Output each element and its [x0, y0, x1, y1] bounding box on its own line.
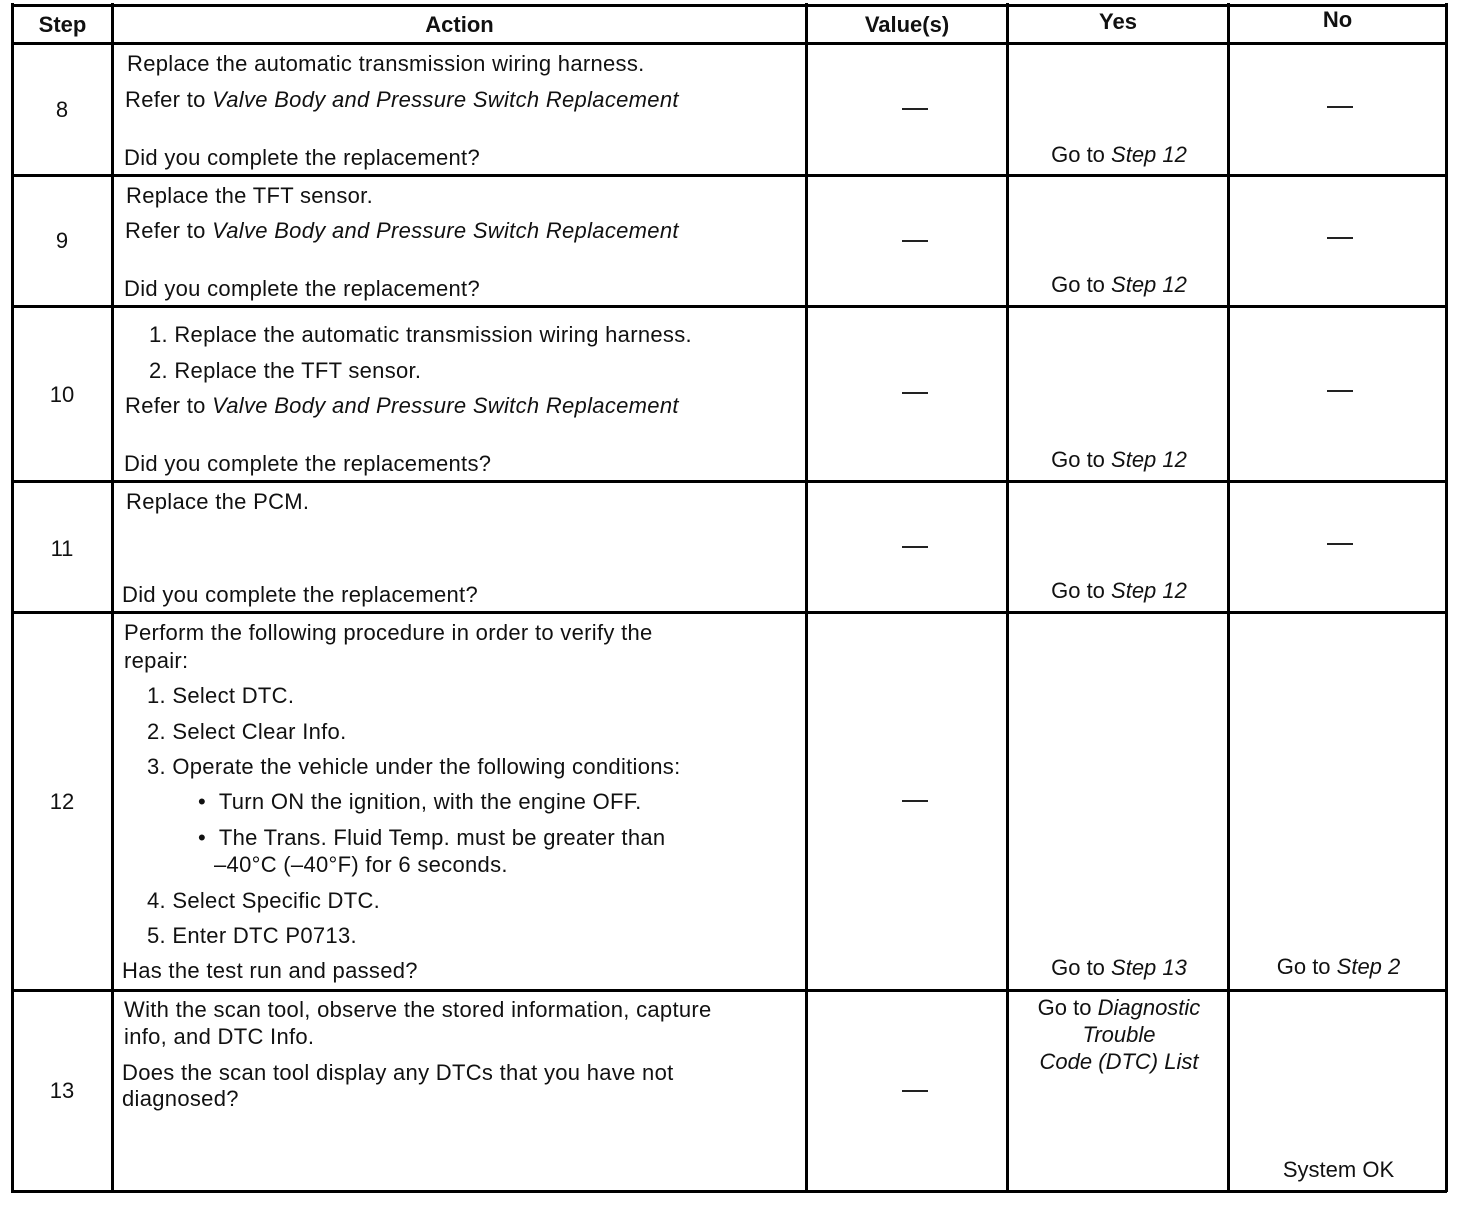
header-action: Action [425, 12, 494, 37]
step-number: 10 [49, 382, 75, 407]
table-border-left [11, 3, 14, 1192]
bullet-item [198, 788, 642, 815]
header-divider [11, 42, 1447, 45]
value-dash [902, 1090, 928, 1092]
row-divider [11, 305, 1447, 308]
action-text: With the scan tool, observe the stored information, capture [124, 997, 712, 1022]
list-item: 1. Select DTC. [147, 683, 295, 708]
no-result: System OK [1282, 1157, 1395, 1182]
bullet-icon: • [198, 789, 207, 814]
table-border-bottom [11, 1190, 1447, 1193]
yes-goto [1009, 447, 1229, 473]
valve-body-reference: Valve Body and Pressure Switch Replacement [212, 393, 679, 418]
bullet-text: Turn ON the ignition, with the engine OFF. [218, 789, 642, 814]
yes-step-link[interactable]: Step 12 [1111, 272, 1187, 297]
bullet-text: The Trans. Fluid Temp. must be greater than [218, 825, 666, 850]
no-dash [1327, 237, 1353, 239]
action-question: Did you complete the replacement? [124, 145, 480, 170]
action-text: Replace the PCM. [126, 489, 310, 514]
bullet-item [198, 824, 665, 851]
goto-label: Go to [1051, 447, 1112, 472]
bullet-text-continued: –40°C (–40°F) for 6 seconds. [214, 852, 508, 877]
list-item: 4. Select Specific DTC. [147, 888, 381, 913]
row-divider [11, 480, 1447, 483]
list-item: 3. Operate the vehicle under the following conditions: [147, 754, 681, 779]
row-divider [11, 611, 1447, 614]
goto-label: Go to [1051, 142, 1112, 167]
row-divider [11, 989, 1447, 992]
no-dash [1327, 390, 1353, 392]
yes-step-link[interactable]: Step 13 [1111, 955, 1187, 980]
header-yes: Yes [1099, 9, 1137, 34]
column-divider [805, 3, 808, 1192]
yes-goto [1009, 994, 1229, 1075]
valve-body-reference: Valve Body and Pressure Switch Replacement [212, 87, 679, 112]
value-dash [902, 108, 928, 110]
yes-step-link[interactable]: Step 12 [1111, 447, 1187, 472]
goto-label: Go to [1051, 955, 1112, 980]
refer-line [125, 392, 679, 419]
list-item: 5. Enter DTC P0713. [147, 923, 357, 948]
action-question: Does the scan tool display any DTCs that you have not [122, 1060, 674, 1085]
list-item: 2. Replace the TFT sensor. [149, 358, 422, 383]
row-divider [11, 174, 1447, 177]
yes-goto [1009, 955, 1229, 981]
yes-step-link[interactable]: Step 12 [1111, 578, 1187, 603]
action-text: Replace the TFT sensor. [126, 183, 373, 208]
refer-line [125, 86, 679, 113]
refer-label: Refer to [125, 87, 213, 112]
goto-label: Go to [1051, 272, 1112, 297]
action-question: Did you complete the replacements? [124, 451, 492, 476]
yes-goto [1009, 272, 1229, 298]
value-dash [902, 546, 928, 548]
list-item: 1. Replace the automatic transmission wiring harness. [149, 322, 692, 347]
column-divider [111, 3, 114, 1192]
refer-label: Refer to [125, 218, 213, 243]
dtc-list-link[interactable]: Trouble [1082, 1022, 1156, 1047]
yes-goto-line [1009, 1048, 1229, 1075]
action-text: Perform the following procedure in order to verify the [124, 620, 653, 645]
action-question: Did you complete the replacement? [122, 582, 478, 607]
yes-goto [1009, 142, 1229, 168]
step-number: 9 [55, 228, 69, 253]
yes-goto [1009, 578, 1229, 604]
action-text: info, and DTC Info. [124, 1024, 315, 1049]
value-dash [902, 800, 928, 802]
header-values: Value(s) [864, 12, 950, 37]
yes-goto-line [1009, 994, 1229, 1021]
goto-label: Go to [1051, 578, 1112, 603]
table-border-right [1445, 3, 1448, 1192]
yes-step-link[interactable]: Step 12 [1111, 142, 1187, 167]
no-step-link[interactable]: Step 2 [1336, 954, 1401, 979]
action-question: Has the test run and passed? [122, 958, 418, 983]
step-number: 12 [49, 789, 75, 814]
no-dash [1327, 543, 1353, 545]
valve-body-reference: Valve Body and Pressure Switch Replacement [212, 218, 679, 243]
dtc-list-link[interactable]: Diagnostic [1097, 995, 1201, 1020]
step-number: 11 [50, 536, 74, 561]
no-goto [1230, 954, 1447, 980]
value-dash [902, 240, 928, 242]
yes-goto-line [1009, 1021, 1229, 1048]
action-question: Did you complete the replacement? [124, 276, 480, 301]
list-item: 2. Select Clear Info. [147, 719, 347, 744]
refer-label: Refer to [125, 393, 213, 418]
no-dash [1327, 106, 1353, 108]
dtc-list-link[interactable]: Code (DTC) List [1039, 1049, 1199, 1074]
header-no: No [1322, 7, 1353, 32]
value-dash [902, 392, 928, 394]
step-number: 8 [55, 97, 69, 122]
header-step: Step [38, 12, 87, 37]
step-number: 13 [49, 1078, 75, 1103]
goto-label: Go to [1037, 995, 1098, 1020]
action-question: diagnosed? [122, 1086, 239, 1111]
action-text: Replace the automatic transmission wiring harness. [127, 51, 645, 76]
action-text: repair: [124, 648, 189, 673]
refer-line [125, 217, 679, 244]
goto-label: Go to [1276, 954, 1337, 979]
bullet-icon: • [198, 825, 207, 850]
